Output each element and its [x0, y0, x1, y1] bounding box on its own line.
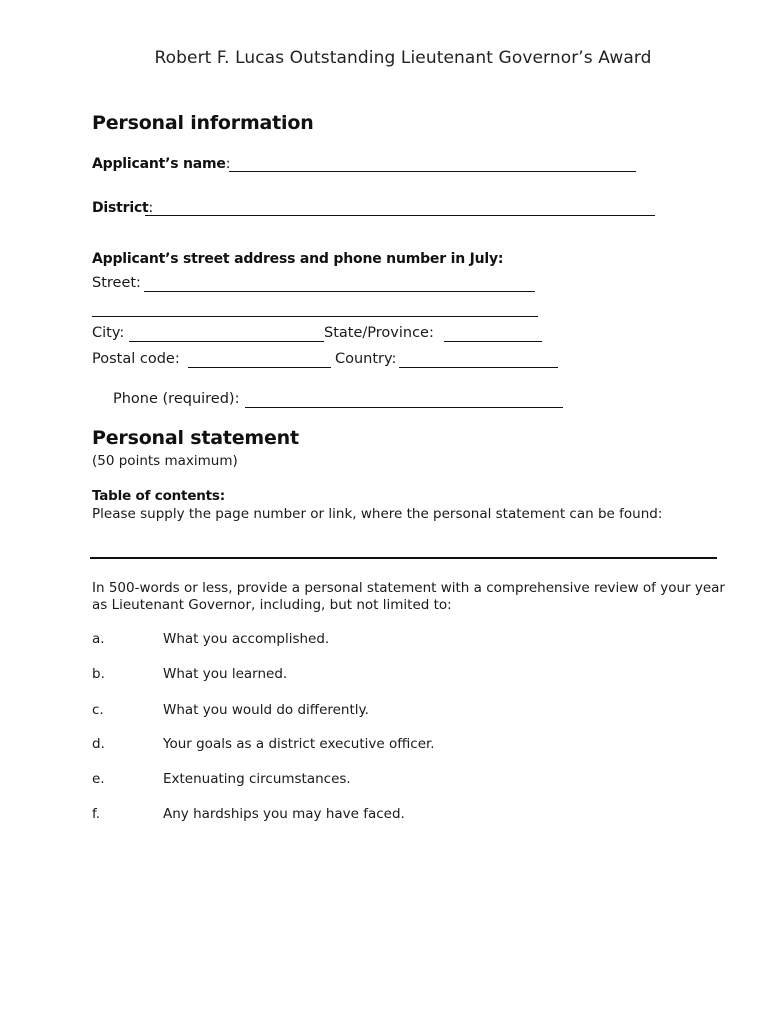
city-field[interactable]: [129, 341, 324, 342]
toc-instruction: Please supply the page number or link, where the personal statement can be found:: [92, 506, 663, 522]
city-label: City:: [92, 325, 125, 341]
list-item-letter: d.: [92, 736, 105, 752]
applicant-name-field[interactable]: [229, 171, 636, 172]
state-label: State/Province:: [324, 325, 434, 341]
list-item-text: Extenuating circumstances.: [163, 771, 351, 787]
applicant-name-label-text: Applicant’s name: [92, 156, 226, 172]
points-note: (50 points maximum): [92, 453, 238, 469]
toc-field[interactable]: [90, 557, 717, 559]
postal-code-field[interactable]: [188, 367, 331, 368]
list-item-text: Any hardships you may have faced.: [163, 806, 405, 822]
personal-information-heading: Personal information: [92, 112, 314, 134]
street-field-line-1[interactable]: [144, 291, 535, 292]
phone-label: Phone (required):: [113, 391, 240, 407]
statement-intro-line-2: as Lieutenant Governor, including, but not limited to:: [92, 597, 452, 613]
list-item-letter: e.: [92, 771, 105, 787]
address-heading: Applicant’s street address and phone number in July:: [92, 251, 504, 267]
list-item-letter: a.: [92, 631, 105, 647]
postal-code-label: Postal code:: [92, 351, 180, 367]
street-label: Street:: [92, 275, 141, 291]
district-label: [92, 200, 153, 216]
country-field[interactable]: [399, 367, 558, 368]
list-item-letter: c.: [92, 702, 104, 718]
district-colon: :: [148, 200, 154, 216]
state-field[interactable]: [444, 341, 542, 342]
list-item-text: What you learned.: [163, 666, 288, 682]
applicant-name-colon: :: [225, 156, 231, 172]
statement-intro-line-1: In 500-words or less, provide a personal statement with a comprehensive review of your year: [92, 580, 725, 596]
district-label-text: District: [92, 200, 149, 216]
list-item-text: What you accomplished.: [163, 631, 330, 647]
toc-label: Table of contents:: [92, 488, 225, 504]
list-item-letter: b.: [92, 666, 105, 682]
document-title: Robert F. Lucas Outstanding Lieutenant Governor’s Award: [154, 48, 652, 68]
list-item-text: What you would do differently.: [163, 702, 369, 718]
street-field-line-2[interactable]: [92, 316, 538, 317]
country-label: Country:: [335, 351, 397, 367]
phone-field[interactable]: [245, 407, 563, 408]
personal-statement-heading: Personal statement: [92, 427, 299, 449]
list-item-text: Your goals as a district executive officer.: [163, 736, 435, 752]
applicant-name-label: [92, 156, 230, 172]
list-item-letter: f.: [92, 806, 101, 822]
district-field[interactable]: [145, 215, 655, 216]
